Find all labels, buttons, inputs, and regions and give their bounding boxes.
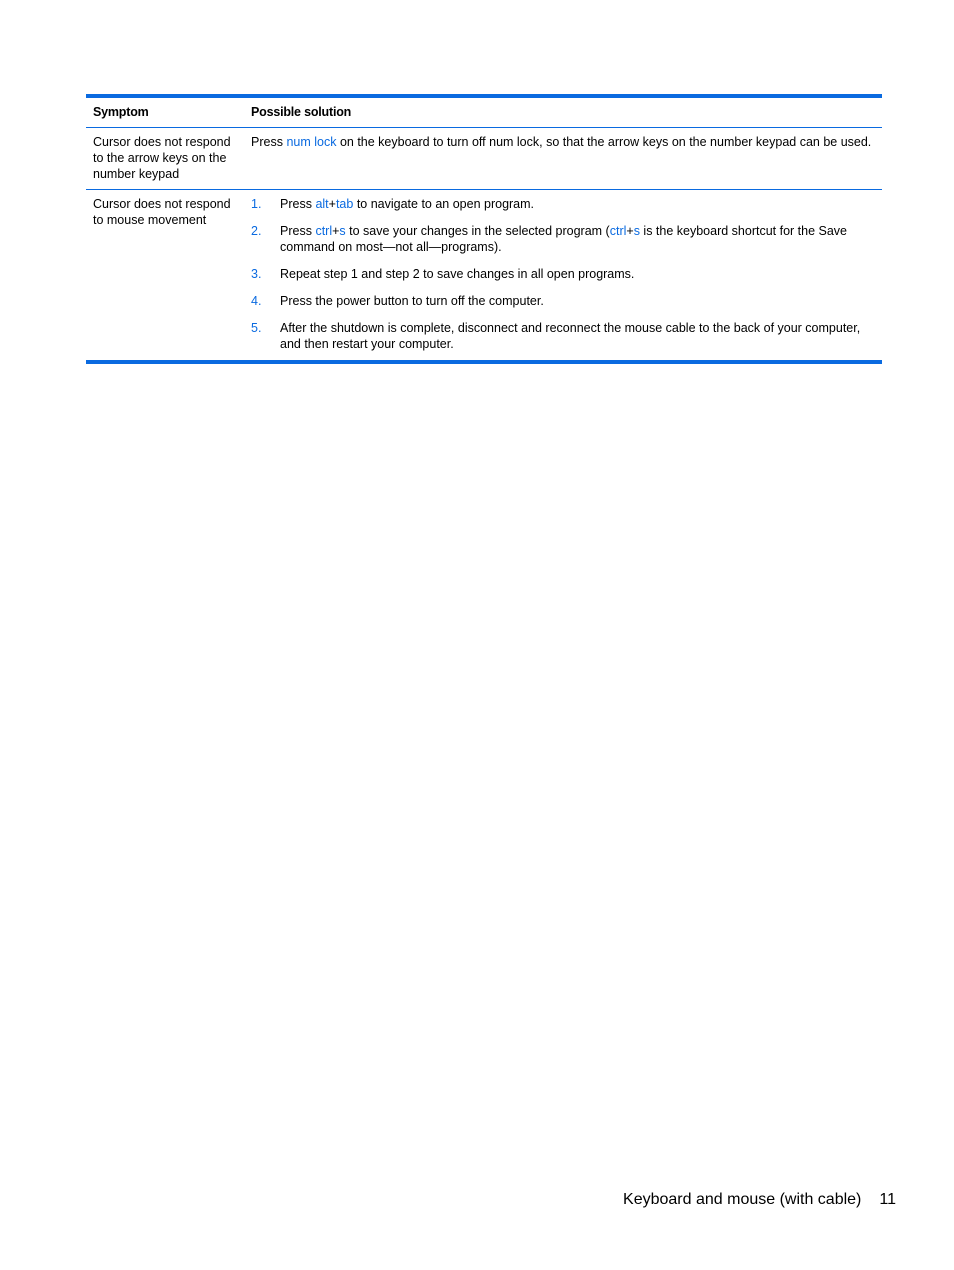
key-ctrl: ctrl — [315, 224, 333, 238]
list-item — [251, 223, 875, 255]
key-plus: + — [332, 224, 340, 238]
key-plus: + — [328, 197, 336, 211]
step-text: Press — [280, 224, 316, 238]
step-number: 5. — [251, 321, 262, 335]
list-item — [251, 320, 875, 352]
step-number: 1. — [251, 197, 262, 211]
key-s: s — [633, 224, 640, 238]
key-num-lock: num lock — [286, 135, 337, 149]
step-text: After the shutdown is complete, disconnect and reconnect the mouse cable to the back of your computer, and then restart your computer. — [280, 321, 861, 351]
troubleshooting-table — [86, 94, 882, 364]
step-text: to save your changes in the selected program ( — [345, 224, 610, 238]
step-number: 4. — [251, 294, 262, 308]
table-row — [86, 190, 882, 363]
solution-cell — [244, 128, 882, 190]
key-alt: alt — [315, 197, 329, 211]
page-footer — [623, 1190, 896, 1210]
key-ctrl: ctrl — [609, 224, 627, 238]
step-text: Press — [280, 197, 316, 211]
step-text: Repeat step 1 and step 2 to save changes in all open programs. — [280, 267, 635, 281]
step-text: to navigate to an open program. — [353, 197, 535, 211]
solution-steps-list — [251, 196, 875, 352]
table-header-row — [86, 96, 882, 128]
footer-section-title: Keyboard and mouse (with cable) — [623, 1191, 862, 1208]
list-item — [251, 293, 875, 309]
table-row — [86, 128, 882, 190]
symptom-cell: Cursor does not respond to the arrow keys on the number keypad — [93, 135, 231, 181]
key-tab: tab — [335, 197, 354, 211]
step-text: Press the power button to turn off the computer. — [280, 294, 544, 308]
list-item — [251, 196, 875, 212]
symptom-cell: Cursor does not respond to mouse movement — [93, 197, 231, 227]
key-s: s — [339, 224, 346, 238]
header-possible-solution: Possible solution — [251, 105, 352, 119]
solution-text: on the keyboard to turn off num lock, so that the arrow keys on the number keypad can be used. — [336, 135, 872, 149]
header-symptom: Symptom — [93, 105, 149, 119]
step-number: 3. — [251, 267, 262, 281]
step-text: is the keyboard shortcut for the Save command on most—not all—programs). — [280, 224, 848, 254]
solution-text: Press — [251, 135, 287, 149]
page-number: 11 — [879, 1191, 896, 1208]
solution-cell — [244, 190, 882, 363]
key-plus: + — [626, 224, 634, 238]
step-number: 2. — [251, 224, 262, 238]
list-item — [251, 266, 875, 282]
